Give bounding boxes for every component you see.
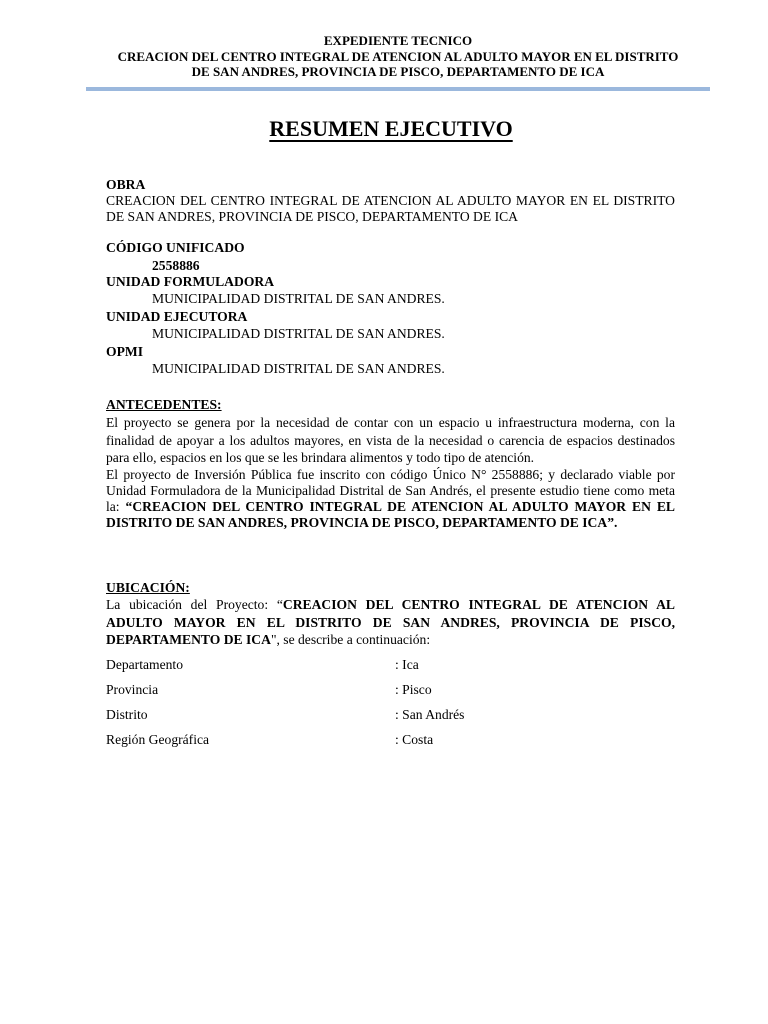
location-value: : Costa bbox=[395, 732, 434, 747]
antecedentes-paragraph-1: El proyecto se genera por la necesidad de contar con un espacio u infraestructura moderna, con la finalidad de apoyar a los adultos mayores, en vista de la necesidad o carencia de espacios destinados para ello, espacios en los que se les brindara alimentos y todo tipo de atención. bbox=[106, 415, 675, 465]
ubicacion-intro-project-name: CREACION DEL CENTRO INTEGRAL DE ATENCION AL ADULTO MAYOR EN EL DISTRITO DE SAN ANDRES, PROVINCIA DE PISCO, DEPARTAMENTO DE ICA bbox=[106, 597, 675, 647]
ubicacion-intro-prefix: La ubicación del Proyecto: “ bbox=[106, 597, 283, 612]
location-key: Región Geográfica bbox=[106, 732, 210, 747]
ejecutora-value: MUNICIPALIDAD DISTRITAL DE SAN ANDRES. bbox=[152, 326, 445, 341]
formuladora-value: MUNICIPALIDAD DISTRITAL DE SAN ANDRES. bbox=[152, 291, 445, 306]
obra-text: CREACION DEL CENTRO INTEGRAL DE ATENCION AL ADULTO MAYOR EN EL DISTRITO DE SAN ANDRES, PROVINCIA DE PISCO, DEPARTAMENTO DE ICA bbox=[106, 193, 675, 224]
location-key: Provincia bbox=[106, 682, 159, 697]
ubicacion-intro-suffix: ", se describe a continuación: bbox=[270, 632, 431, 647]
opmi-section bbox=[106, 344, 675, 377]
location-value: : Ica bbox=[395, 657, 419, 672]
location-row-region bbox=[106, 732, 675, 750]
antecedentes-heading: ANTECEDENTES: bbox=[106, 397, 222, 412]
antecedentes-p2-project-name: “CREACION DEL CENTRO INTEGRAL DE ATENCION AL ADULTO MAYOR EN EL DISTRITO DE SAN ANDRES, PROVINCIA DE PISCO, DEPARTAMENTO DE ICA”. bbox=[106, 498, 675, 530]
page-title: RESUMEN EJECUTIVO bbox=[269, 116, 513, 141]
location-value: : San Andrés bbox=[395, 707, 465, 722]
header-divider bbox=[86, 87, 710, 91]
antecedentes-paragraph-2 bbox=[106, 467, 675, 531]
ubicacion-heading: UBICACIÓN: bbox=[106, 580, 190, 595]
codigo-label: CÓDIGO UNIFICADO bbox=[106, 240, 245, 255]
formuladora-label: UNIDAD FORMULADORA bbox=[106, 274, 275, 289]
antecedentes-section bbox=[106, 397, 675, 531]
location-row-departamento bbox=[106, 657, 675, 675]
ubicacion-section bbox=[106, 580, 675, 649]
header-line-1: EXPEDIENTE TECNICO bbox=[323, 33, 473, 48]
location-key: Departamento bbox=[106, 657, 183, 672]
header-line-3: DE SAN ANDRES, PROVINCIA DE PISCO, DEPARTAMENTO DE ICA bbox=[191, 64, 605, 79]
codigo-section bbox=[106, 240, 675, 274]
document-header bbox=[86, 33, 710, 80]
location-key: Distrito bbox=[106, 707, 148, 722]
location-row-distrito bbox=[106, 707, 675, 725]
obra-label: OBRA bbox=[106, 177, 146, 192]
ejecutora-label: UNIDAD EJECUTORA bbox=[106, 309, 248, 324]
obra-section bbox=[106, 177, 675, 225]
opmi-label: OPMI bbox=[106, 344, 143, 359]
ubicacion-intro bbox=[106, 596, 675, 649]
opmi-value: MUNICIPALIDAD DISTRITAL DE SAN ANDRES. bbox=[152, 361, 445, 376]
ejecutora-section bbox=[106, 309, 675, 342]
codigo-value: 2558886 bbox=[152, 258, 200, 273]
antecedentes-p2-text: El proyecto de Inversión Pública fue inscrito con código Único N° 2558886; y declarado viable por Unidad Formuladora de la Municipalidad Distrital de San Andrés, el presente estudio tiene como meta la: bbox=[106, 466, 675, 514]
location-row-provincia bbox=[106, 682, 675, 700]
header-line-2: CREACION DEL CENTRO INTEGRAL DE ATENCION AL ADULTO MAYOR EN EL DISTRITO bbox=[117, 48, 679, 64]
location-value: : Pisco bbox=[395, 682, 432, 697]
formuladora-section bbox=[106, 274, 675, 307]
